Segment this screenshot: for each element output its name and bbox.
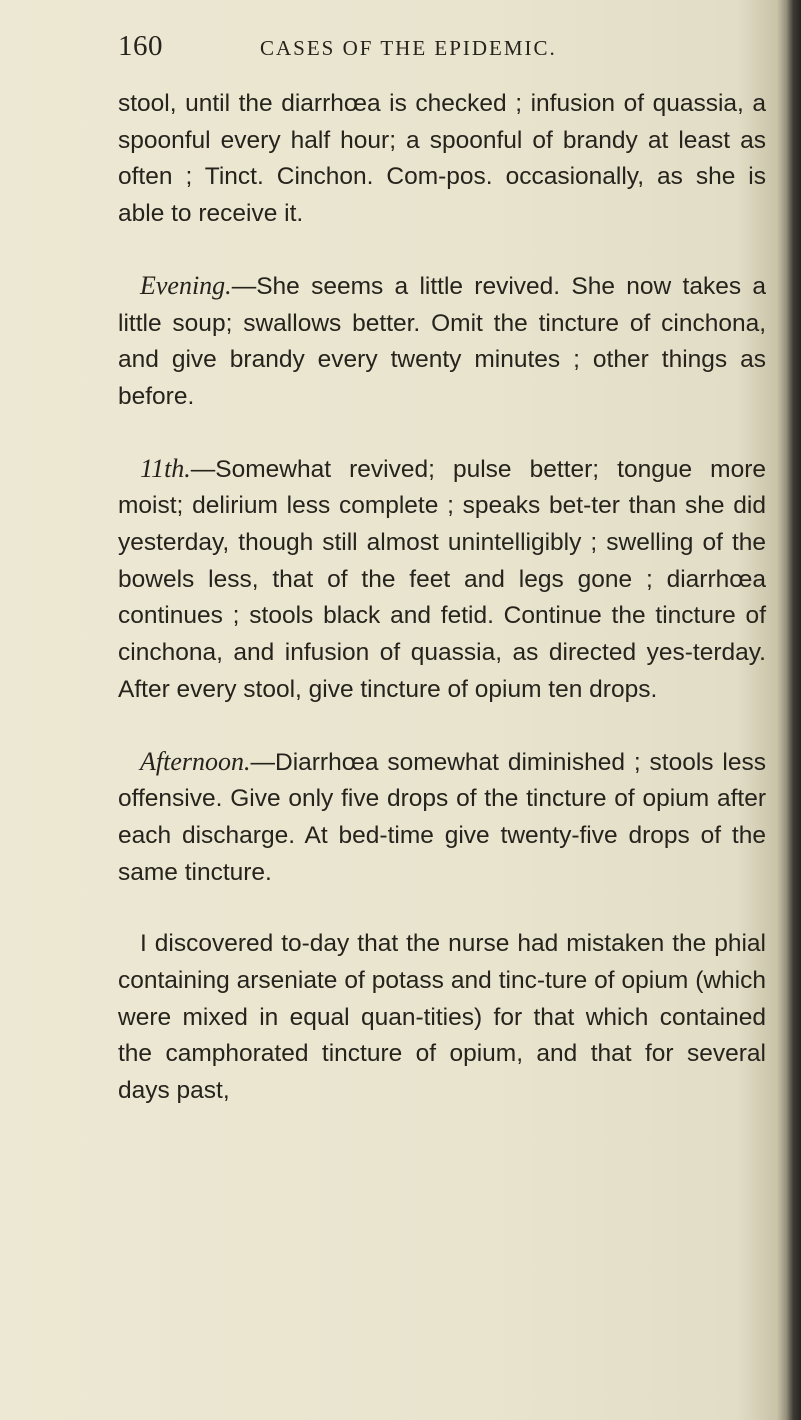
running-head xyxy=(118,30,758,70)
paragraph-lead: Evening. xyxy=(140,270,232,300)
running-title: CASES OF THE EPIDEMIC. xyxy=(260,36,557,60)
paragraph-lead: Afternoon. xyxy=(140,746,251,776)
paragraph-evening xyxy=(118,268,766,416)
page-number: 160 xyxy=(118,30,163,62)
paragraph-lead: 11th. xyxy=(140,453,191,483)
paragraph-afternoon xyxy=(118,744,766,892)
paragraph-text: —Somewhat revived; pulse better; tongue more moist; delirium less complete ; speaks bet-ter than she did yesterday, though still almost unintelligibly ; swelling of the bowels less, that of the feet and legs gone ; diarrhœa continues ; stools black and fetid. Continue the tincture of cinchona, and infusion of quassia, as directed yes-terday. After every stool, give tincture of opium ten drops. xyxy=(118,455,766,703)
body-text xyxy=(118,86,766,1145)
paragraph-continuation xyxy=(118,86,766,233)
paragraph-11th xyxy=(118,451,766,709)
page-edge-shadow xyxy=(787,0,801,1420)
paragraph-text: —She seems a little revived. She now takes a little soup; swallows better. Omit the tincture of cinchona, and give brandy every twenty minutes ; other things as before. xyxy=(118,272,766,410)
paragraph-text: I discovered to-day that the nurse had mistaken the phial containing arseniate of potass and tinc-ture of opium (which were mixed in equal quan-tities) for that which contained the camphorated tincture of opium, and that for several days past, xyxy=(118,930,766,1105)
paragraph-text: —Diarrhœa somewhat diminished ; stools less offensive. Give only five drops of the tincture of opium after each discharge. At bed-time give twenty-five drops of the same tincture. xyxy=(118,748,766,886)
paragraph-discovery xyxy=(118,926,766,1110)
paragraph-text: stool, until the diarrhœa is checked ; infusion of quassia, a spoonful every half hour; a spoonful of brandy at least as often ; Tinct. Cinchon. Com-pos. occasionally, as she is able to receive it. xyxy=(118,90,766,228)
